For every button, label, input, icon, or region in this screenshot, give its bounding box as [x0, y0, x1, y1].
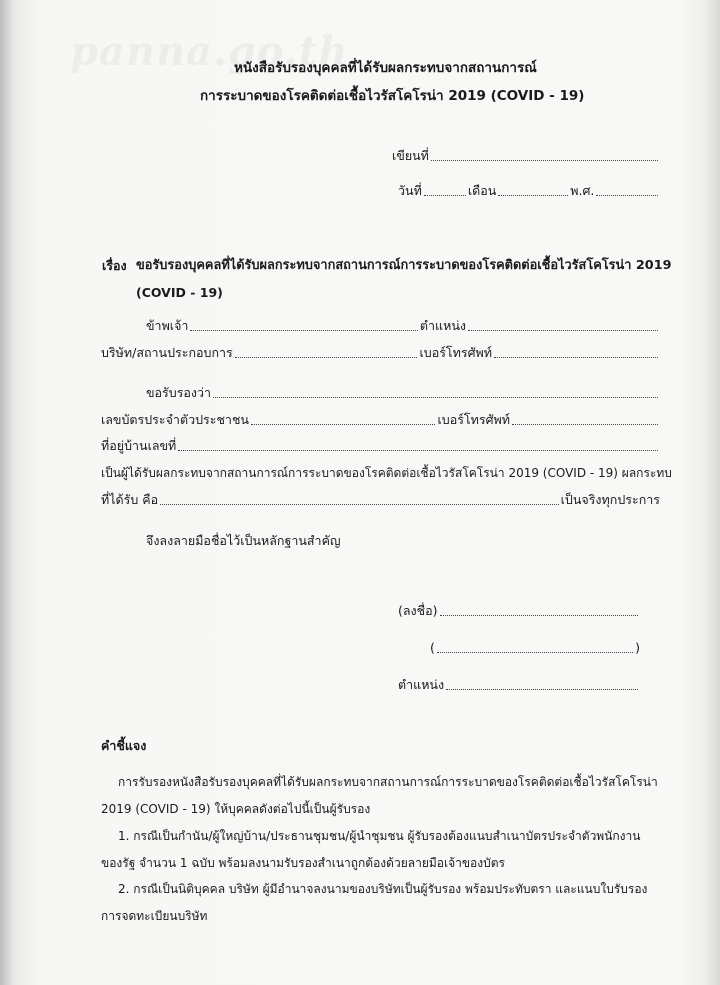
- signer-position-label: ตำแหน่ง: [398, 677, 445, 692]
- person-phone-field[interactable]: [512, 414, 658, 425]
- sign-label: (ลงชื่อ): [398, 603, 438, 618]
- certifier-name-row: [146, 318, 660, 334]
- received-label: ที่ได้รับ คือ: [101, 492, 159, 507]
- id-card-field[interactable]: [251, 414, 436, 425]
- month-label: เดือน: [467, 183, 497, 198]
- signature-row: [398, 603, 640, 619]
- day-label: วันที่: [398, 183, 422, 198]
- certifier-position-field[interactable]: [468, 320, 658, 331]
- true-all-label: เป็นจริงทุกประการ: [560, 492, 660, 507]
- certifier-company-row: [101, 345, 660, 361]
- year-label: พ.ศ.: [570, 183, 595, 198]
- notes-item2-line1: 2. กรณีเป็นนิติบุคคล บริษัท ผู้มีอำนาจลงนามของบริษัทเป็นผู้รับรอง พร้อมประทับตรา และแนบใบรับรอง: [118, 882, 648, 896]
- title-line-1: หนังสือรับรองบุคคลที่ได้รับผลกระทบจากสถานการณ์: [234, 60, 537, 76]
- title-line-2: การระบาดของโรคติดต่อเชื้อไวรัสโคโรน่า 2019 (COVID - 19): [200, 88, 585, 104]
- written-at-field[interactable]: [431, 150, 658, 161]
- certify-label: ขอรับรองว่า: [146, 385, 212, 400]
- notes-item2-line2: การจดทะเบียนบริษัท: [101, 909, 208, 923]
- notes-item1-line1: 1. กรณีเป็นกำนัน/ผู้ใหญ่บ้าน/ประธานชุมชน/ผู้นำชุมชน ผู้รับรองต้องแนบสำเนาบัตรประจำตัวพนักงาน: [118, 829, 641, 843]
- certifier-position-label: ตำแหน่ง: [419, 318, 466, 333]
- year-field[interactable]: [596, 185, 658, 196]
- address-label: ที่อยู่บ้านเลขที่: [101, 438, 177, 453]
- subject-text: ขอรับรองบุคคลที่ได้รับผลกระทบจากสถานการณ์การระบาดของโรคติดต่อเชื้อไวรัสโคโรน่า 2019: [136, 258, 672, 273]
- signer-position-field[interactable]: [446, 679, 638, 690]
- subject-text-2: (COVID - 19): [136, 285, 223, 300]
- certifier-phone-field[interactable]: [494, 347, 658, 358]
- day-field[interactable]: [424, 185, 466, 196]
- written-at-label: เขียนที่: [392, 148, 429, 163]
- address-field[interactable]: [178, 440, 658, 451]
- closing-text: จึงลงลายมือชื่อไว้เป็นหลักฐานสำคัญ: [146, 533, 341, 548]
- printed-name-row: [430, 640, 640, 656]
- person-phone-label: เบอร์โทรศัพท์: [437, 412, 510, 427]
- written-at-row: [392, 148, 660, 164]
- address-row: [101, 438, 660, 454]
- received-field[interactable]: [160, 494, 558, 505]
- notes-p1-line1: การรับรองหนังสือรับรองบุคคลที่ได้รับผลกระทบจากสถานการณ์การระบาดของโรคติดต่อเชื้อไวรัสโคโรน่า: [118, 775, 658, 789]
- date-row: [398, 183, 660, 199]
- received-row: [101, 492, 660, 508]
- subject-label: เรื่อง: [102, 258, 127, 273]
- notes-item1-line2: ของรัฐ จำนวน 1 ฉบับ พร้อมลงนามรับรองสำเนาถูกต้องด้วยลายมือเจ้าของบัตร: [101, 856, 505, 870]
- notes-p1-line2: 2019 (COVID - 19) ให้บุคคลดังต่อไปนี้เป็นผู้รับรอง: [101, 802, 371, 816]
- notes-heading: คำชี้แจง: [101, 738, 147, 753]
- month-field[interactable]: [498, 185, 568, 196]
- certify-row: [146, 385, 660, 401]
- certifier-i-label: ข้าพเจ้า: [146, 318, 189, 333]
- signer-position-row: [398, 677, 640, 693]
- id-card-label: เลขบัตรประจำตัวประชาชน: [101, 412, 249, 427]
- certifier-company-label: บริษัท/สถานประกอบการ: [101, 345, 233, 360]
- certifier-company-field[interactable]: [235, 347, 418, 358]
- affected-text: เป็นผู้ได้รับผลกระทบจากสถานการณ์การระบาดของโรคติดต่อเชื้อไวรัสโคโรน่า 2019 (COVID - 19) ผลกระทบ: [101, 466, 672, 480]
- id-card-row: [101, 412, 660, 428]
- certify-name-field[interactable]: [213, 387, 658, 398]
- certifier-phone-label: เบอร์โทรศัพท์: [419, 345, 492, 360]
- printed-name-field[interactable]: [437, 642, 633, 653]
- open-paren: (: [430, 640, 435, 655]
- close-paren: ): [635, 640, 640, 655]
- signature-field[interactable]: [440, 605, 638, 616]
- certifier-name-field[interactable]: [190, 320, 417, 331]
